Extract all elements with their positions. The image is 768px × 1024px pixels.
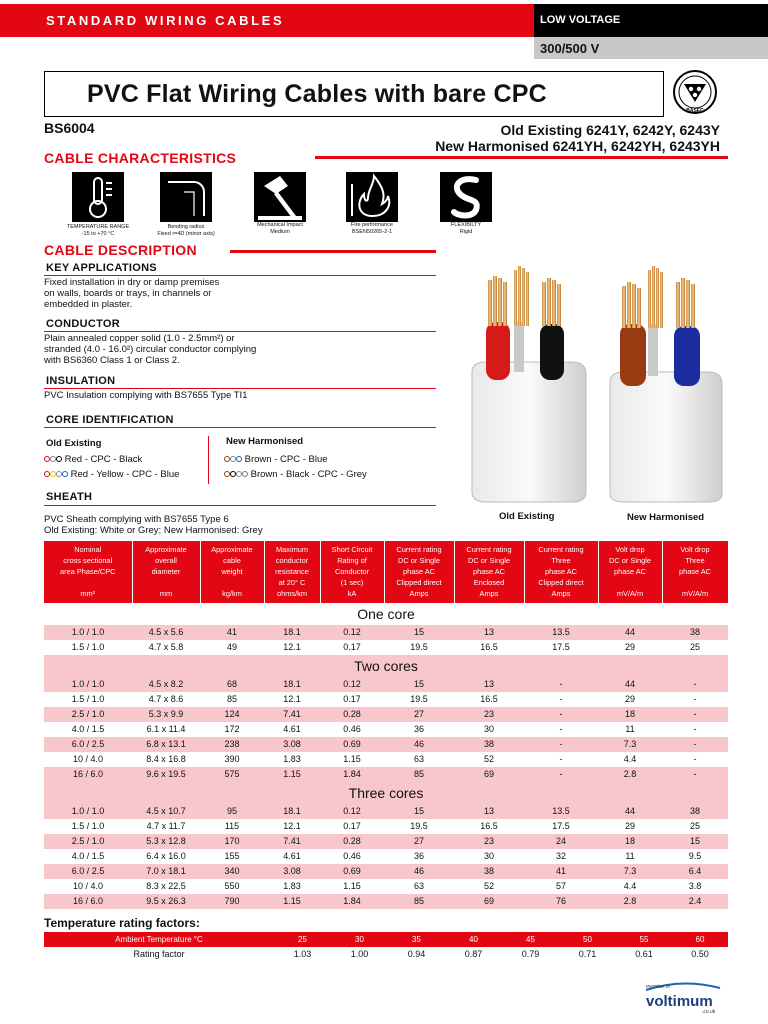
table-row [44, 894, 728, 909]
table-cell: 15 [384, 677, 454, 692]
table-cell: 7.3 [598, 737, 662, 752]
table-cell: 1.15 [264, 767, 320, 782]
thermometer-icon [72, 172, 124, 222]
flexibility-icon [440, 172, 492, 222]
table-cell: 4.5 x 5.6 [132, 625, 200, 640]
table-cell: 115 [224, 821, 240, 831]
table-cell: 390 [224, 754, 240, 764]
standard-code: BS6004 [44, 120, 95, 136]
table-cell: 4.61 [283, 851, 301, 861]
table-cell: 38 [454, 737, 524, 752]
table-cell: 52 [483, 881, 494, 891]
table-cell: 1.0 / 1.0 [44, 625, 132, 640]
table-cell: 12.1 [283, 642, 301, 652]
column-header: Approximate overall diameter mm [132, 541, 200, 603]
table-cell: - [662, 737, 728, 752]
logo-text: BASEC [686, 108, 704, 114]
table-cell: 41 [524, 864, 598, 879]
table-cell: 3.08 [264, 737, 320, 752]
table-cell: - [693, 694, 697, 704]
factor-cell: 0.61 [635, 949, 653, 959]
table-cell: - [559, 754, 563, 764]
column-header: Volt drop DC or Single phase AC mV/A/m [598, 541, 662, 603]
table-cell: 76 [524, 894, 598, 909]
table-cell: 1.0 / 1.0 [44, 677, 132, 692]
rating-factors-title: Temperature rating factors: [44, 916, 200, 930]
table-cell: 46 [384, 864, 454, 879]
table-cell: - [693, 754, 697, 764]
table-cell: 17.5 [552, 642, 570, 652]
table-cell: 85 [384, 767, 454, 782]
table-cell: 25 [689, 642, 700, 652]
table-cell: - [559, 724, 563, 734]
table-cell: - [559, 694, 563, 704]
blue-dot-icon [62, 471, 68, 477]
table-cell: 68 [200, 677, 264, 692]
table-cell: 1.0 / 1.0 [44, 804, 132, 819]
table-cell: 52 [483, 754, 494, 764]
table-cell: 27 [384, 707, 454, 722]
table-cell: 790 [200, 894, 264, 909]
table-row [44, 677, 728, 692]
core-identification-title: CORE IDENTIFICATION [46, 414, 174, 426]
table-cell: 0.46 [343, 724, 361, 734]
table-cell: 36 [413, 724, 424, 734]
bend-radius-caption: Bending radius Fixed r=4D (minor axis) [157, 224, 215, 237]
table-cell: 2.8 [598, 894, 662, 909]
table-cell: 0.17 [343, 821, 361, 831]
table-cell: 4.5 x 8.2 [132, 677, 200, 692]
table-cell: 38 [662, 625, 728, 640]
rating-factor-row [44, 947, 728, 962]
table-cell: 11 [625, 851, 635, 861]
table-cell: 16.5 [480, 642, 498, 652]
table-cell: 238 [200, 737, 264, 752]
column-header: Short Circuit Rating of Conductor (1 sec) kA [320, 541, 384, 603]
member-domain: .co.uk [702, 1009, 716, 1015]
spec-body [44, 603, 728, 909]
conductor-text: Plain annealed copper solid (1.0 - 2.5mm²) or stranded (4.0 - 16.0²) circular conductor complying with BS6360 Class 1 or Class 2. [44, 333, 257, 366]
new-harmonised-label: New Harmonised [226, 436, 304, 447]
factor-cell: 0.71 [578, 949, 597, 959]
table-row [44, 625, 728, 640]
description-heading: CABLE DESCRIPTION [44, 242, 197, 258]
table-cell: 30 [483, 851, 494, 861]
table-cell: 550 [224, 881, 240, 891]
table-cell: 4.7 x 8.6 [148, 694, 184, 704]
group-header-row [44, 655, 728, 677]
column-header: Volt drop Three phase AC mV/A/m [662, 541, 728, 603]
core-divider [208, 436, 209, 484]
fire-caption: Fire performance BSEN50265-2-1 [351, 222, 393, 235]
table-cell: 46 [384, 737, 454, 752]
temperature-cell: 25 [274, 932, 331, 947]
table-cell: - [524, 707, 598, 722]
key-applications-text: Fixed installation in dry or damp premises on walls, boards or trays, in channels or embedded in plaster. [44, 277, 220, 310]
table-cell: 0.28 [320, 707, 384, 722]
temperature-cell: 30 [331, 932, 388, 947]
divider [44, 388, 436, 389]
temperature-cell: 40 [445, 932, 502, 947]
table-cell: 10 / 4.0 [72, 754, 104, 764]
table-cell: 1.5 / 1.0 [71, 694, 105, 704]
table-cell: 172 [224, 724, 240, 734]
divider [44, 331, 436, 332]
table-cell: 1.15 [343, 881, 361, 891]
table-row [44, 849, 728, 864]
table-cell: 5.3 x 9.9 [132, 707, 200, 722]
table-cell: - [662, 677, 728, 692]
table-row [44, 752, 728, 767]
table-cell: 8.3 x 22.5 [146, 881, 186, 891]
column-header: Current rating DC or Single phase AC Enclosed Amps [454, 541, 524, 603]
table-cell: 0.28 [320, 834, 384, 849]
new-codes: New Harmonised 6241YH, 6242YH, 6243YH [435, 138, 720, 154]
voltage-rating: 300/500 V [534, 37, 768, 59]
table-cell: 18.1 [264, 677, 320, 692]
table-cell: 23 [454, 707, 524, 722]
table-cell: 19.5 [410, 821, 428, 831]
ambient-temperature-row [44, 932, 728, 947]
table-cell: 0.46 [343, 851, 361, 861]
table-cell: 13 [454, 625, 524, 640]
column-header: Current rating DC or Single phase AC Clipped direct Amps [384, 541, 454, 603]
table-cell: 9.5 x 26.3 [132, 894, 200, 909]
table-cell: 18.1 [264, 625, 320, 640]
temperature-cell: 45 [502, 932, 559, 947]
table-cell: - [524, 737, 598, 752]
table-cell: 13.5 [524, 804, 598, 819]
hammer-icon [254, 172, 306, 222]
table-cell: 41 [200, 625, 264, 640]
table-cell: 0.12 [320, 625, 384, 640]
column-header: Approximate cable weight kg/km [200, 541, 264, 603]
table-cell: 7.41 [264, 707, 320, 722]
table-row [44, 879, 728, 894]
characteristics-heading: CABLE CHARACTERISTICS [44, 150, 237, 166]
table-cell: 6.0 / 2.5 [44, 737, 132, 752]
table-cell: 0.17 [343, 694, 361, 704]
table-cell: 6.1 x 11.4 [146, 724, 186, 734]
table-cell: 49 [226, 642, 237, 652]
table-cell: 38 [454, 864, 524, 879]
bend-radius-icon [160, 172, 212, 222]
table-cell: 19.5 [410, 642, 428, 652]
table-cell: 1.15 [264, 894, 320, 909]
table-row [44, 722, 728, 737]
table-cell: 44 [598, 804, 662, 819]
divider [44, 427, 436, 428]
table-cell: 7.41 [264, 834, 320, 849]
table-cell: 2.5 / 1.0 [44, 834, 132, 849]
table-row [44, 819, 728, 834]
table-row [44, 767, 728, 782]
table-cell: 340 [200, 864, 264, 879]
temperature-cell: 60 [672, 932, 728, 947]
table-cell: 44 [598, 625, 662, 640]
table-cell: 85 [384, 894, 454, 909]
voltage-class: LOW VOLTAGE [534, 4, 768, 37]
table-cell: 24 [524, 834, 598, 849]
table-cell: 0.69 [320, 864, 384, 879]
table-cell: 18 [598, 707, 662, 722]
old-core-colours: Red - CPC - Black Red - Yellow - CPC - Blue [44, 452, 179, 482]
group-header-row [44, 603, 728, 625]
member-top-text: member of [646, 984, 670, 990]
table-cell: 30 [483, 724, 494, 734]
rating-factor-label: Rating factor [133, 949, 185, 959]
cable-photo [468, 262, 730, 507]
key-applications-title: KEY APPLICATIONS [46, 262, 157, 274]
divider [44, 505, 436, 506]
factor-cell: 0.94 [407, 949, 426, 959]
table-cell: 38 [662, 804, 728, 819]
ambient-label: Ambient Temperature °C [44, 932, 274, 947]
table-cell: 15 [662, 834, 728, 849]
table-cell: 5.3 x 12.8 [132, 834, 200, 849]
temperature-cell: 55 [616, 932, 672, 947]
basec-logo-icon [670, 68, 720, 118]
table-cell: 19.5 [410, 694, 428, 704]
column-header: Nominal cross sectional area Phase/CPC mm² [44, 541, 132, 603]
table-cell: 155 [224, 851, 240, 861]
impact-caption: Mechanical Impact Medium [257, 222, 303, 235]
table-cell: 9.6 x 19.5 [132, 767, 200, 782]
table-cell: 18 [598, 834, 662, 849]
table-row [44, 834, 728, 849]
table-cell: - [524, 677, 598, 692]
table-cell: 16.5 [480, 821, 498, 831]
table-cell: 13 [454, 677, 524, 692]
temperature-cell: 50 [559, 932, 616, 947]
title-box [44, 71, 664, 117]
table-cell: - [693, 724, 697, 734]
table-row [44, 864, 728, 879]
column-header: Maximum conductor resistance at 20° C ohms/km [264, 541, 320, 603]
table-cell: 3.8 [688, 881, 702, 891]
table-cell: - [662, 707, 728, 722]
flexibility-caption: FLEXIBILTY Rigid [450, 222, 482, 235]
spec-header-row [44, 541, 728, 603]
table-cell: 63 [413, 881, 424, 891]
table-cell: 1.84 [320, 767, 384, 782]
rating-factors-table [44, 932, 728, 962]
table-cell: 0.69 [320, 737, 384, 752]
conductor-title: CONDUCTOR [46, 318, 120, 330]
table-cell: 0.12 [320, 677, 384, 692]
table-cell: 13 [454, 804, 524, 819]
table-cell: 17.5 [552, 821, 570, 831]
table-cell: 16.5 [480, 694, 498, 704]
table-cell: 6.8 x 13.1 [132, 737, 200, 752]
factor-cell: 1.03 [293, 949, 312, 959]
table-cell: 170 [200, 834, 264, 849]
rating-factors-body [44, 932, 728, 962]
spec-table [44, 541, 729, 909]
table-cell: 7.3 [598, 864, 662, 879]
new-harmonised-caption: New Harmonised [627, 512, 705, 523]
flame-icon [346, 172, 398, 222]
column-header: Current rating Three phase AC Clipped direct Amps [524, 541, 598, 603]
temperature-cell: 35 [388, 932, 445, 947]
table-cell: 36 [413, 851, 424, 861]
page-title: PVC Flat Wiring Cables with bare CPC [87, 80, 547, 108]
table-cell: 2.4 [662, 894, 728, 909]
table-cell: 124 [200, 707, 264, 722]
table-cell: 1.84 [320, 894, 384, 909]
table-cell: 27 [384, 834, 454, 849]
cable-codes [435, 122, 720, 154]
table-cell: 23 [454, 834, 524, 849]
group-title: Two cores [44, 655, 728, 677]
divider [44, 275, 436, 276]
table-cell: 29 [624, 642, 635, 652]
table-cell: 29 [624, 821, 635, 831]
table-cell: 15 [384, 625, 454, 640]
table-cell: 4.0 / 1.5 [71, 851, 105, 861]
new-core-colours: Brown - CPC - Blue Brown - Black - CPC - Grey [224, 452, 367, 482]
table-cell: 2.5 / 1.0 [44, 707, 132, 722]
table-cell: 0.12 [320, 804, 384, 819]
table-cell: 6.4 [662, 864, 728, 879]
table-cell: 1.5 / 1.0 [71, 821, 105, 831]
table-cell: 0.17 [343, 642, 361, 652]
table-cell: 69 [454, 767, 524, 782]
table-row [44, 692, 728, 707]
table-cell: 44 [598, 677, 662, 692]
member-name: voltimum [646, 993, 713, 1010]
category-bar [0, 4, 534, 37]
table-cell: 6.4 x 16.0 [146, 851, 186, 861]
table-cell: 7.0 x 18.1 [132, 864, 200, 879]
sheath-text: PVC Sheath complying with BS7655 Type 6 Old Existing: White or Grey; New Harmonised: Grey [44, 514, 263, 536]
table-cell: 4.7 x 5.8 [148, 642, 184, 652]
table-cell: 13.5 [524, 625, 598, 640]
old-existing-label: Old Existing [46, 438, 102, 449]
table-cell: 32 [555, 851, 566, 861]
group-title: One core [44, 603, 728, 625]
black-dot-icon [56, 456, 62, 462]
table-cell: 4.7 x 11.7 [146, 821, 186, 831]
table-cell: 4.0 / 1.5 [71, 724, 105, 734]
table-cell: 16 / 6.0 [44, 767, 132, 782]
table-row [44, 737, 728, 752]
old-codes: Old Existing 6241Y, 6242Y, 6243Y [500, 122, 720, 138]
group-title: Three cores [44, 782, 728, 804]
table-cell: 57 [555, 881, 566, 891]
category-title: STANDARD WIRING CABLES [46, 13, 285, 28]
table-cell: - [662, 767, 728, 782]
table-row [44, 707, 728, 722]
table-cell: 95 [200, 804, 264, 819]
table-cell: 4.4 [623, 881, 637, 891]
table-cell: 4.5 x 10.7 [132, 804, 200, 819]
table-cell: 11 [625, 724, 635, 734]
table-cell: 1.15 [343, 754, 361, 764]
insulation-title: INSULATION [46, 375, 116, 387]
table-cell: 85 [226, 694, 237, 704]
insulation-text: PVC Insulation complying with BS7655 Type TI1 [44, 390, 248, 401]
factor-cell: 0.79 [521, 949, 540, 959]
table-cell: 16 / 6.0 [44, 894, 132, 909]
group-header-row [44, 782, 728, 804]
table-cell: 12.1 [283, 821, 301, 831]
table-cell: 1.83 [283, 754, 301, 764]
table-cell: 3.08 [264, 864, 320, 879]
grey-dot-icon [242, 471, 248, 477]
table-cell: 18.1 [264, 804, 320, 819]
table-cell: 10 / 4.0 [72, 881, 104, 891]
table-cell: - [524, 767, 598, 782]
table-cell: 1.5 / 1.0 [71, 642, 105, 652]
voltimum-member-logo-icon [640, 980, 724, 1016]
table-cell: 8.4 x 16.8 [146, 754, 186, 764]
table-row [44, 804, 728, 819]
table-cell: 69 [454, 894, 524, 909]
table-cell: 29 [624, 694, 635, 704]
factor-cell: 1.00 [350, 949, 369, 959]
table-cell: 4.61 [283, 724, 301, 734]
temperature-caption: TEMPERATURE RANGE -15 to +70 °C [66, 224, 130, 237]
table-row [44, 640, 728, 655]
table-cell: 575 [200, 767, 264, 782]
table-cell: 4.4 [623, 754, 637, 764]
table-cell: 9.5 [688, 851, 702, 861]
sheath-title: SHEATH [46, 491, 93, 503]
factor-cell: 0.87 [464, 949, 483, 959]
table-cell: 25 [689, 821, 700, 831]
description-rule [230, 250, 436, 253]
table-cell: 63 [413, 754, 424, 764]
factor-cell: 0.50 [691, 949, 709, 959]
table-cell: 2.8 [598, 767, 662, 782]
blue-dot-icon [236, 456, 242, 462]
characteristics-rule [315, 156, 728, 159]
table-cell: 1.83 [283, 881, 301, 891]
table-cell: 15 [384, 804, 454, 819]
table-cell: 6.0 / 2.5 [44, 864, 132, 879]
table-cell: 12.1 [283, 694, 301, 704]
old-existing-caption: Old Existing [499, 511, 555, 522]
